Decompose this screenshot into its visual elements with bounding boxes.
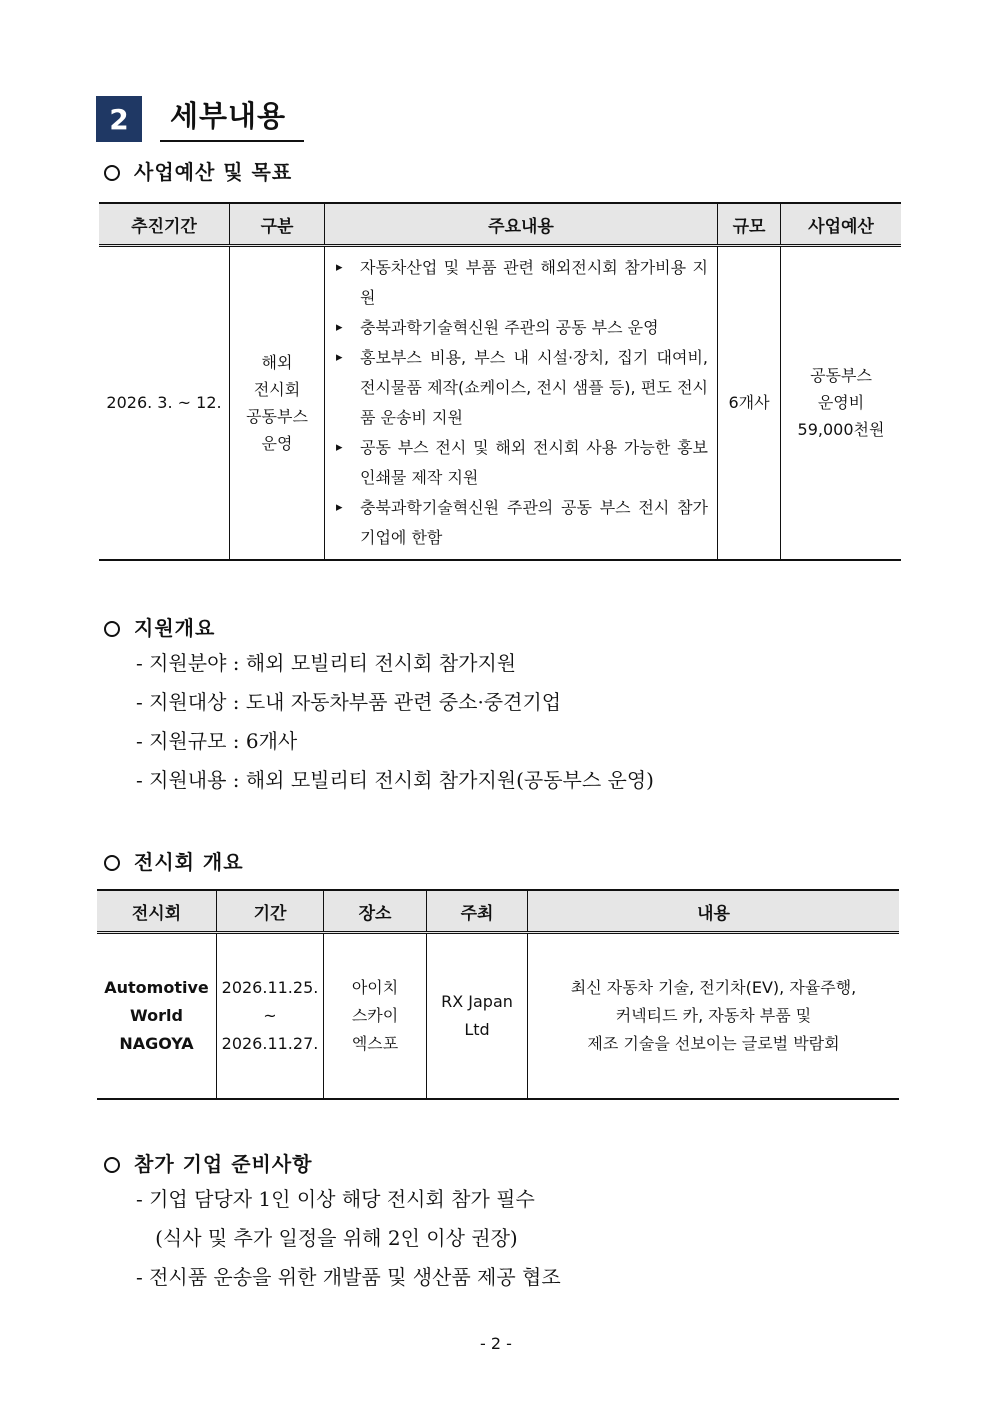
venue-line: 아이치	[351, 977, 399, 997]
circle-bullet-icon	[104, 165, 120, 181]
circle-bullet-icon	[104, 1157, 120, 1173]
category-line: 공동부스	[246, 406, 308, 426]
content-line: 제조 기술을 선보이는 글로벌 박람회	[587, 1033, 840, 1053]
name-line: World	[130, 1005, 183, 1025]
exhibition-heading	[104, 846, 244, 875]
content-cell	[325, 246, 718, 560]
period-cell	[217, 933, 324, 1099]
circle-bullet-icon	[104, 621, 120, 637]
table-row	[97, 933, 899, 1099]
prep-line: - 기업 담당자 1인 이상 해당 전시회 참가 필수	[136, 1187, 535, 1211]
circle-bullet-icon	[104, 855, 120, 871]
host-line: RX Japan	[441, 991, 513, 1011]
host-line: Ltd	[464, 1019, 490, 1039]
category-cell	[230, 246, 325, 560]
column-header: 사업예산	[781, 203, 902, 246]
support-line: - 지원대상 : 도내 자동차부품 관련 중소·중견기업	[136, 690, 562, 714]
section-number: 2	[96, 96, 142, 142]
budget-heading	[104, 156, 292, 185]
prep-line: (식사 및 추가 일정을 위해 2인 이상 권장)	[136, 1226, 518, 1250]
table-row	[99, 246, 901, 560]
content-list	[326, 249, 716, 557]
support-line: - 지원분야 : 해외 모빌리티 전시회 참가지원	[136, 651, 517, 675]
budget-cell	[781, 246, 902, 560]
support-heading	[104, 612, 215, 641]
prep-heading-text: 참가 기업 준비사항	[134, 1152, 313, 1176]
list-item: ▸ 충북과학기술혁신원 주관의 공동 부스 전시 참가 기업에 한함	[334, 493, 708, 553]
prep-line: - 전시품 운송을 위한 개발품 및 생산품 제공 협조	[136, 1265, 561, 1289]
exhibition-name-cell	[97, 933, 217, 1099]
budget-line: 59,000천원	[797, 420, 885, 440]
column-header: 추진기간	[99, 203, 230, 246]
column-header: 전시회	[97, 890, 217, 933]
column-header: 규모	[718, 203, 781, 246]
category-line: 운영	[261, 433, 293, 453]
support-heading-text: 지원개요	[134, 616, 216, 640]
budget-line: 운영비	[817, 393, 865, 413]
column-header: 장소	[324, 890, 427, 933]
exhibition-heading-text: 전시회 개요	[134, 850, 244, 874]
page-number: - 2 -	[480, 1334, 512, 1353]
period-line: 2026.11.25.	[221, 977, 319, 997]
period-line: 2026.11.27.	[221, 1033, 319, 1053]
scale-cell: 6개사	[718, 246, 781, 560]
period-line: ~	[263, 1005, 277, 1025]
budget-table	[99, 202, 901, 561]
section-header	[96, 96, 304, 142]
host-cell	[427, 933, 528, 1099]
column-header: 기간	[217, 890, 324, 933]
list-item: ▸ 자동차산업 및 부품 관련 해외전시회 참가비용 지원	[334, 253, 708, 313]
prep-heading	[104, 1148, 313, 1177]
content-line: 최신 자동차 기술, 전기차(EV), 자율주행,	[570, 977, 857, 997]
period-cell: 2026. 3. ~ 12.	[99, 246, 230, 560]
budget-heading-text: 사업예산 및 목표	[134, 160, 293, 184]
exhibition-table	[97, 889, 899, 1100]
venue-line: 스카이	[351, 1005, 399, 1025]
prep-list	[136, 1180, 561, 1297]
category-line: 해외	[261, 352, 293, 372]
table-header-row	[99, 203, 901, 246]
name-line: Automotive	[104, 977, 209, 997]
section-title: 세부내용	[160, 96, 304, 142]
column-header: 구분	[230, 203, 325, 246]
category-line: 전시회	[253, 379, 301, 399]
list-item: ▸ 공동 부스 전시 및 해외 전시회 사용 가능한 홍보 인쇄물 제작 지원	[334, 433, 708, 493]
table-header-row	[97, 890, 899, 933]
support-line: - 지원규모 : 6개사	[136, 729, 298, 753]
content-line: 커넥티드 카, 자동차 부품 및	[615, 1005, 812, 1025]
budget-line: 공동부스	[810, 366, 872, 386]
column-header: 주요내용	[325, 203, 718, 246]
list-item: ▸ 홍보부스 비용, 부스 내 시설·장치, 집기 대여비, 전시물품 제작(쇼케이스, 전시 샘플 등), 편도 전시품 운송비 지원	[334, 343, 708, 433]
column-header: 주최	[427, 890, 528, 933]
support-list	[136, 644, 654, 800]
name-line: NAGOYA	[119, 1033, 194, 1053]
column-header: 내용	[528, 890, 900, 933]
venue-line: 엑스포	[351, 1033, 399, 1053]
support-line: - 지원내용 : 해외 모빌리티 전시회 참가지원(공동부스 운영)	[136, 768, 654, 792]
list-item: ▸ 충북과학기술혁신원 주관의 공동 부스 운영	[334, 313, 708, 343]
venue-cell	[324, 933, 427, 1099]
exhibition-content-cell	[528, 933, 900, 1099]
